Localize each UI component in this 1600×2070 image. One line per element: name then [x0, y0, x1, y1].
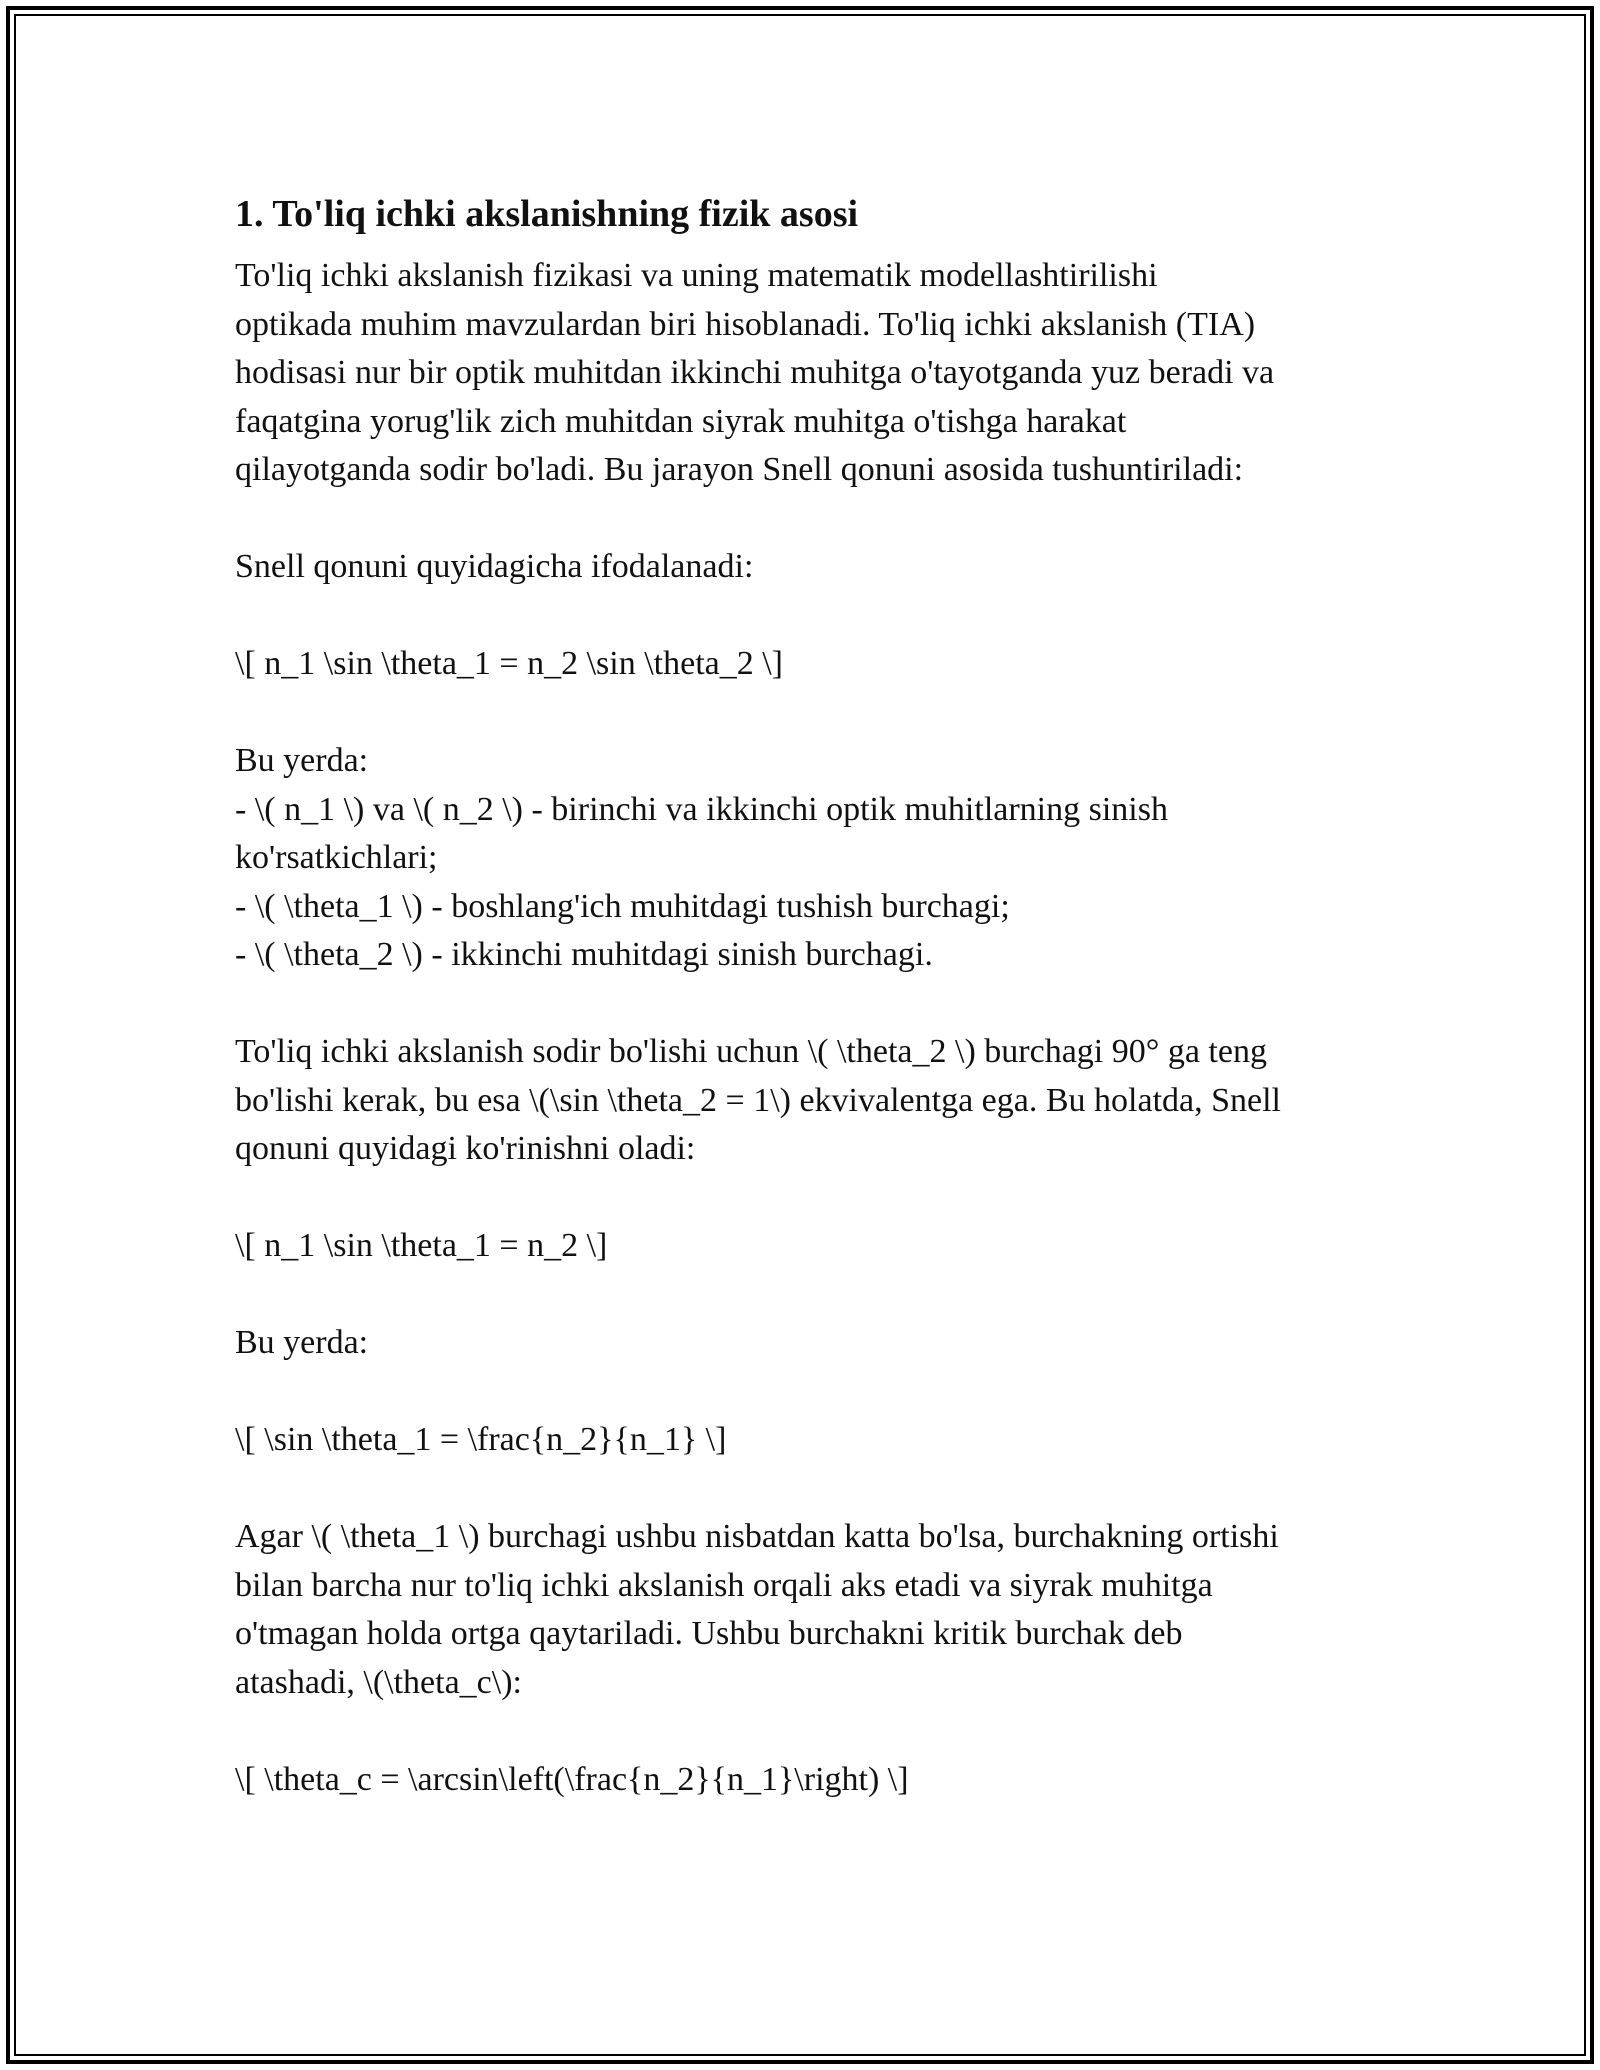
condition-paragraph — [235, 1028, 1375, 1174]
text-line: faqatgina yorug'lik zich muhitdan siyrak muhitga o'tishga harakat — [235, 402, 1127, 440]
where-label: Bu yerda: — [235, 742, 369, 779]
section-heading: 1. To'liq ichki akslanishning fizik asosi — [235, 193, 859, 235]
text-line: bilan barcha nur to'liq ichki akslanish orqali aks etadi va siyrak muhitga — [235, 1566, 1213, 1604]
definition-line: - \( \theta_2 \) - ikkinchi muhitdagi sinish burchagi. — [235, 936, 933, 973]
text-line: hodisasi nur bir optik muhitdan ikkinchi muhitga o'tayotganda yuz beradi va — [235, 354, 1275, 391]
text-line: optikada muhim mavzulardan biri hisoblanadi. To'liq ichki akslanish (TIA) — [235, 305, 1256, 343]
text-line: To'liq ichki akslanish sodir bo'lishi uchun \( \theta_2 \) burchagi 90° ga teng — [235, 1033, 1267, 1070]
text-line: qilayotganda sodir bo'ladi. Bu jarayon Snell qonuni asosida tushuntiriladi: — [235, 451, 1244, 488]
formula-critical: \[ \theta_c = \arcsin\left(\frac{n_2}{n_1}\right) \] — [235, 1760, 909, 1798]
document-body — [235, 188, 1375, 1804]
text-line: qonuni quyidagi ko'rinishni oladi: — [235, 1130, 696, 1167]
text-line: To'liq ichki akslanish fizikasi va uning matematik modellashtirilishi — [235, 257, 1158, 294]
text-line: o'tmagan holda ortga qaytariladi. Ushbu burchakni kritik burchak deb — [235, 1615, 1183, 1652]
definition-line: - \( \theta_1 \) - boshlang'ich muhitdagi tushish burchagi; — [235, 887, 1010, 925]
definition-line: ko'rsatkichlari; — [235, 839, 438, 876]
critical-angle-paragraph — [235, 1513, 1375, 1707]
formula-reduced: \[ n_1 \sin \theta_1 = n_2 \] — [235, 1227, 608, 1264]
definitions-list — [235, 786, 1375, 980]
text-line: atashadi, \(\theta_c\): — [235, 1663, 522, 1701]
snell-intro: Snell qonuni quyidagicha ifodalanadi: — [235, 548, 754, 585]
text-line: Agar \( \theta_1 \) burchagi ushbu nisbatdan katta bo'lsa, burchakning ortishi — [235, 1518, 1279, 1555]
formula-ratio: \[ \sin \theta_1 = \frac{n_2}{n_1} \] — [235, 1421, 727, 1458]
text-line: bo'lishi kerak, bu esa \(\sin \theta_2 = 1\) ekvivalentga ega. Bu holatda, Snell — [235, 1081, 1281, 1119]
intro-paragraph — [235, 252, 1375, 495]
where-label: Bu yerda: — [235, 1324, 369, 1361]
formula-snell: \[ n_1 \sin \theta_1 = n_2 \sin \theta_2 \] — [235, 645, 784, 682]
definition-line: - \( n_1 \) va \( n_2 \) - birinchi va ikkinchi optik muhitlarning sinish — [235, 790, 1168, 828]
